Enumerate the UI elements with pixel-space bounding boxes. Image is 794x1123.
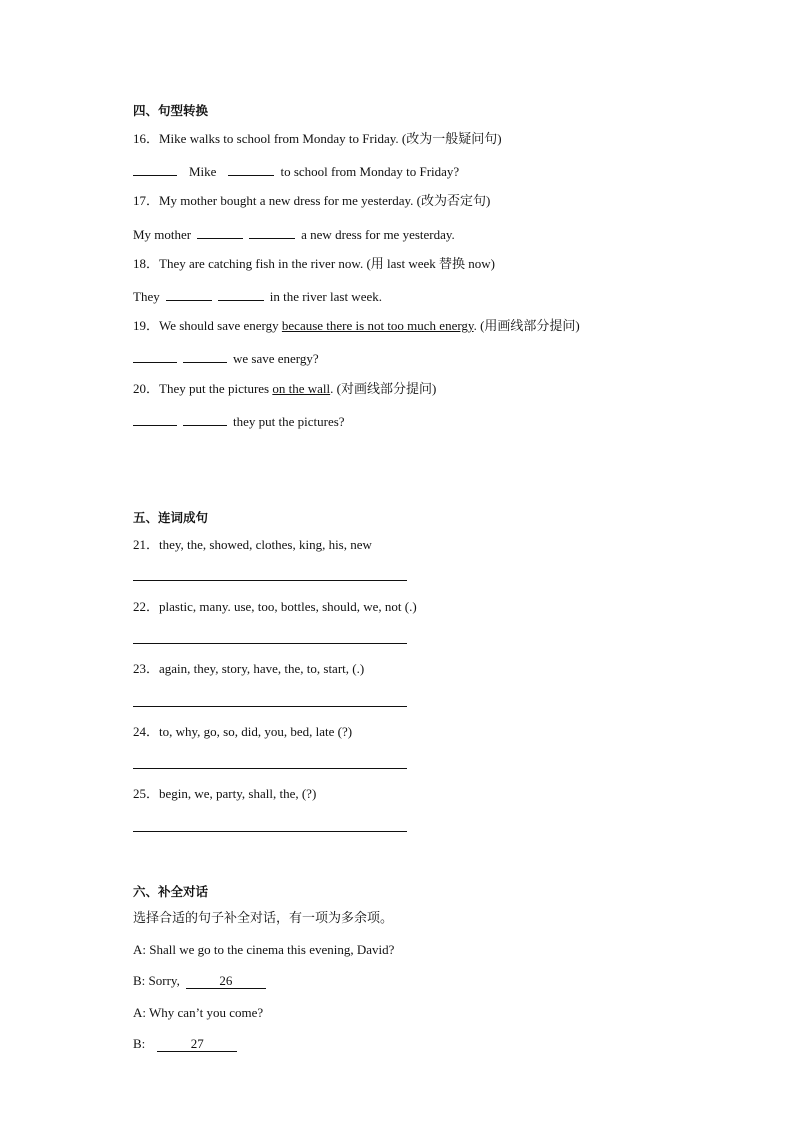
question-19	[133, 318, 580, 334]
dialogue-text: B:	[133, 1036, 146, 1051]
blank-26[interactable]: 26	[186, 974, 266, 989]
dialogue-line-4	[133, 1036, 237, 1052]
dialogue-line-2	[133, 973, 266, 989]
blank-27[interactable]: 27	[157, 1037, 237, 1052]
question-23: 23．again, they, story, have, the, to, start, (.)	[133, 661, 365, 676]
blank[interactable]	[133, 162, 177, 176]
answer-text: they put the pictures?	[233, 414, 345, 429]
question-24: 24．to, why, go, so, did, you, bed, late (?)	[133, 724, 353, 739]
answer-line-16	[133, 162, 459, 180]
blank[interactable]	[133, 349, 177, 363]
dialogue-line-3: A: Why can’t you come?	[133, 1005, 264, 1020]
question-21: 21．they, the, showed, clothes, king, his, new	[133, 537, 372, 552]
blank[interactable]	[218, 287, 264, 301]
blank[interactable]	[183, 412, 227, 426]
underlined-part: on the wall	[272, 381, 331, 396]
dialogue-line-1: A: Shall we go to the cinema this evening, David?	[133, 942, 395, 957]
question-text: . (对画线部分提问)	[330, 381, 437, 396]
answer-text: My mother	[133, 227, 192, 242]
instruction: 选择合适的句子补全对话，有一项为多余项。	[133, 910, 394, 925]
section-5-title: 五、连词成句	[133, 510, 209, 525]
question-text: . (用画线部分提问)	[473, 318, 580, 333]
question-16: 16．Mike walks to school from Monday to Friday. (改为一般疑问句)	[133, 131, 502, 146]
answer-line-22[interactable]	[133, 643, 407, 644]
question-18: 18．They are catching fish in the river now. (用 last week 替换 now)	[133, 256, 495, 271]
answer-text: in the river last week.	[269, 289, 382, 304]
answer-line-19	[133, 349, 319, 367]
question-17: 17．My mother bought a new dress for me yesterday. (改为否定句)	[133, 193, 491, 208]
answer-text: Mike	[189, 164, 217, 179]
question-text: 19．We should save energy	[133, 318, 282, 333]
answer-line-17	[133, 225, 455, 243]
blank[interactable]	[228, 162, 274, 176]
answer-text: a new dress for me yesterday.	[301, 227, 455, 242]
question-text: 20．They put the pictures	[133, 381, 273, 396]
underlined-part: because there is not too much energy	[281, 318, 474, 333]
answer-line-18	[133, 287, 382, 305]
answer-text: They	[133, 289, 160, 304]
question-20	[133, 381, 436, 397]
blank[interactable]	[183, 349, 227, 363]
answer-line-21[interactable]	[133, 580, 407, 581]
answer-line-20	[133, 412, 345, 430]
answer-line-23[interactable]	[133, 706, 407, 707]
blank[interactable]	[249, 225, 295, 239]
section-4-title: 四、句型转换	[133, 103, 209, 118]
section-6-title: 六、补全对话	[133, 884, 209, 899]
question-22: 22．plastic, many. use, too, bottles, should, we, not (.)	[133, 599, 417, 614]
answer-text: to school from Monday to Friday?	[280, 164, 460, 179]
answer-text: we save energy?	[233, 351, 319, 366]
blank[interactable]	[197, 225, 243, 239]
answer-line-24[interactable]	[133, 768, 407, 769]
blank[interactable]	[166, 287, 212, 301]
question-25: 25．begin, we, party, shall, the, (?)	[133, 786, 317, 801]
blank[interactable]	[133, 412, 177, 426]
dialogue-text: B: Sorry,	[133, 973, 180, 988]
answer-line-25[interactable]	[133, 831, 407, 832]
